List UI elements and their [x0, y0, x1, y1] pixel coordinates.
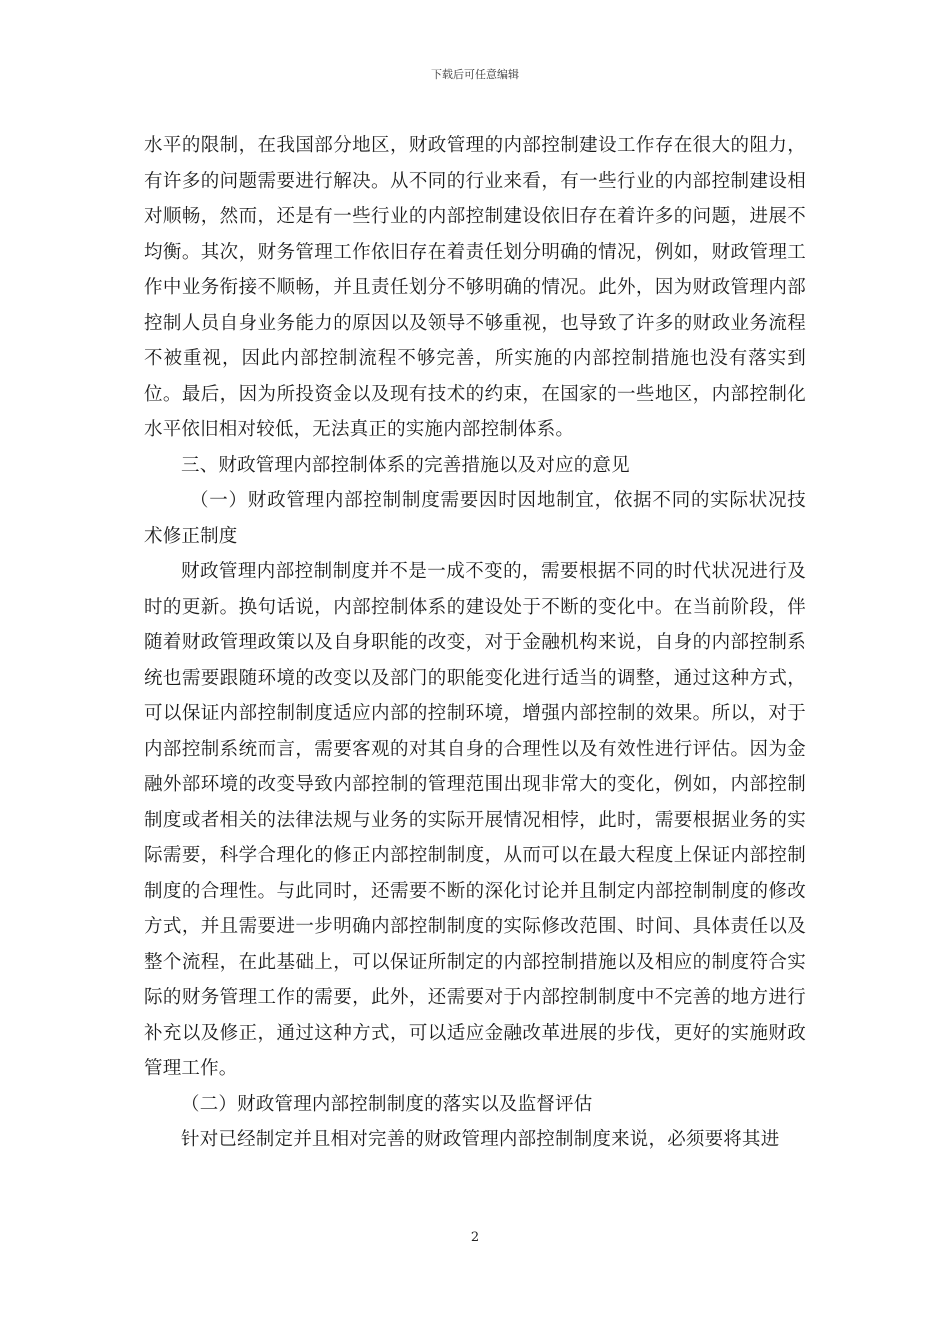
page-header: 下载后可任意编辑: [431, 68, 519, 81]
paragraph: 财政管理内部控制制度并不是一成不变的，需要根据不同的时代状况进行及时的更新。换句话说，内部控制体系的建设处于不断的变化中。在当前阶段，伴随着财政管理政策以及自身职能的改变，对于金融机构来说，自身的内部控制系统也需要跟随环境的改变以及部门的职能变化进行适当的调整，通过这种方式，可以保证内部控制制度适应内部的控制环境，增强内部控制的效果。所以，对于内部控制系统而言，需要客观的对其自身的合理性以及有效性进行评估。因为金融外部环境的改变导致内部控制的管理范围出现非常大的变化，例如，内部控制制度或者相关的法律法规与业务的实际开展情况相悖，此时，需要根据业务的实际需要，科学合理化的修正内部控制制度，从而可以在最大程度上保证内部控制制度的合理性。与此同时，还需要不断的深化讨论并且制定内部控制制度的修改方式，并且需要进一步明确内部控制制度的实际修改范围、时间、具体责任以及整个流程，在此基础上，可以保证所制定的内部控制措施以及相应的制度符合实际的财务管理工作的需要，此外，还需要对于内部控制制度中不完善的地方进行补充以及修正，通过这种方式，可以适应金融改革进展的步伐，更好的实施财政管理工作。: [144, 561, 806, 1079]
paragraph: 针对已经制定并且相对完善的财政管理内部控制制度来说，必须要将其进: [181, 1129, 780, 1150]
page-number: 2: [470, 1230, 480, 1245]
paragraph-continuation: 水平的限制，在我国部分地区，财政管理的内部控制建设工作存在很大的阻力，有许多的问题需要进行解决。从不同的行业来看，有一些行业的内部控制建设相对顺畅，然而，还是有一些行业的内部控制建设依旧存在着许多的问题，进展不均衡。其次，财务管理工作依旧存在着责任划分明确的情况，例如，财政管理工作中业务衔接不顺畅，并且责任划分不够明确的情况。此外，因为财政管理内部控制人员自身业务能力的原因以及领导不够重视，也导致了许多的财政业务流程不被重视，因此内部控制流程不够完善，所实施的内部控制措施也没有落实到位。最后，因为所投资金以及现有技术的约束，在国家的一些地区，内部控制化水平依旧相对较低，无法真正的实施内部控制体系。: [144, 135, 806, 440]
subsection-heading-2: （二）财政管理内部控制制度的落实以及监督评估: [181, 1093, 593, 1115]
document-body: [144, 128, 806, 1158]
subsection-heading-1: （一）财政管理内部控制制度需要因时因地制宜，依据不同的实际状况技术修正制度: [144, 490, 806, 547]
section-heading-3: 三、财政管理内部控制体系的完善措施以及对应的意见: [181, 454, 630, 476]
